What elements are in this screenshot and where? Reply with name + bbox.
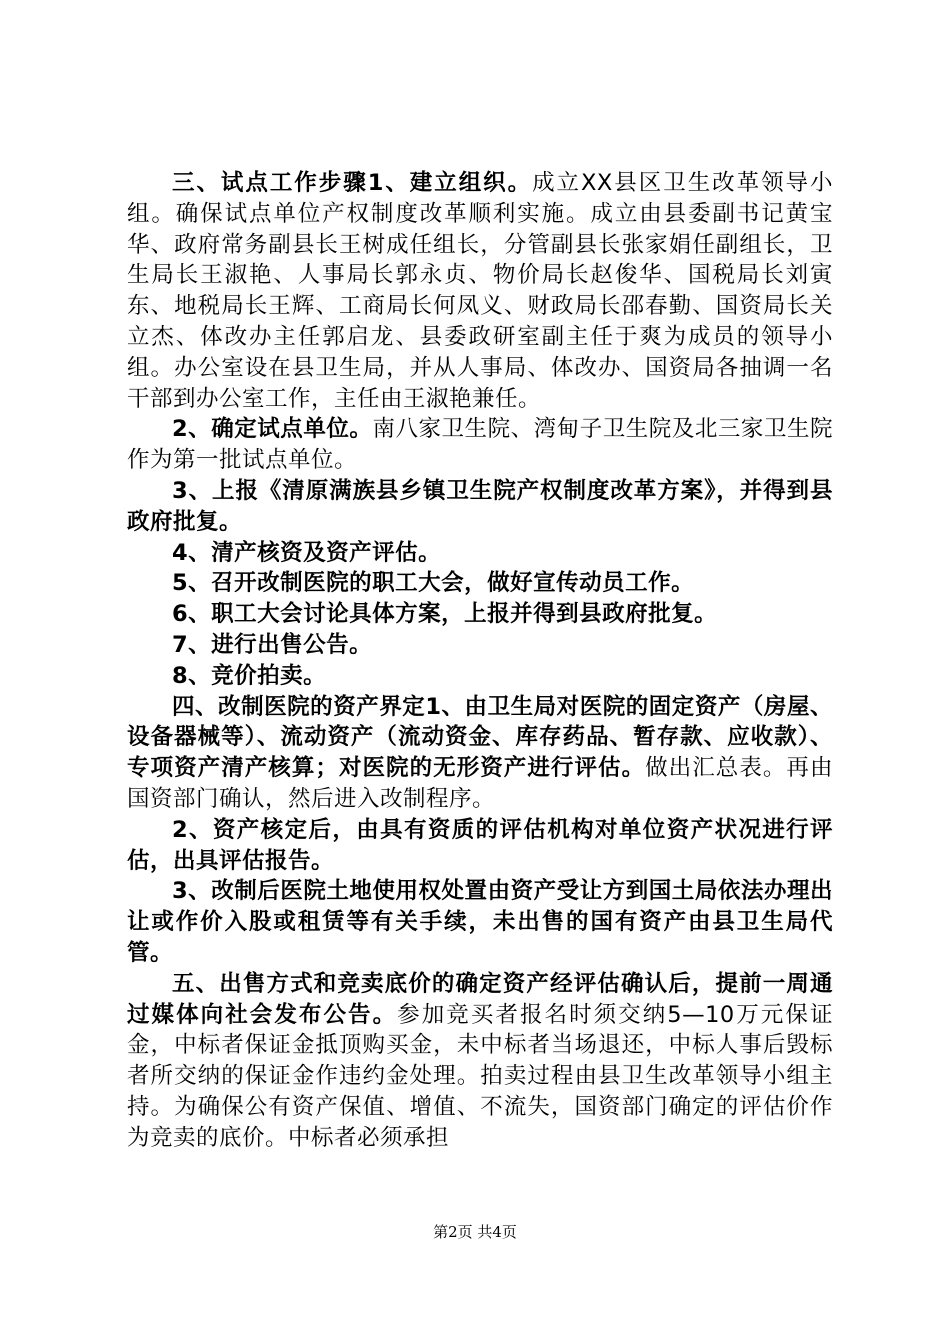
paragraph-lead: 2、资产核定后，由具有资质的评估机构对单位资产状况进行评估，出具评估报告。	[127, 816, 833, 874]
paragraph-lead: 四、改制医院的资产界定1、由卫生局对医院的固定资产（房屋、设备器械等）、流动资产（流动资金、库存药品、暂存款、应收款）、专项资产清产核算；对医院的无形资产进行评估。	[127, 693, 833, 782]
paragraph-text: 参加竞买者报名时须交纳5—10万元保证金，中标者保证金抵顶购买金，未中标者当场退还，中标人事后毁标者所交纳的保证金作违约金处理。拍卖过程由县卫生改革领导小组主持。为确保公有资产保值、增值、不流失，国资部门确定的评估价作为竞卖的底价。中标者必须承担	[127, 1001, 833, 1151]
paragraph-lead: 三、试点工作步骤1、建立组织。	[172, 170, 533, 196]
paragraph	[127, 815, 833, 877]
paragraph-lead: 6、职工大会讨论具体方案，上报并得到县政府批复。	[172, 601, 718, 628]
paragraph-lead: 4、清产核资及资产评估。	[172, 539, 442, 566]
paragraph	[127, 969, 833, 1154]
paragraph	[127, 168, 833, 414]
paragraph-text: 做出汇总表。再由国资部门确认，然后进入改制程序。	[127, 755, 833, 812]
paragraph	[127, 692, 833, 815]
document-body	[127, 168, 833, 1154]
paragraph	[127, 661, 833, 692]
paragraph-lead: 五、出售方式和竞卖底价的确定资产经评估确认后，提前一周通过媒体向社会发布公告。	[127, 970, 833, 1028]
paragraph	[127, 414, 833, 476]
paragraph	[127, 599, 833, 630]
paragraph-text: 南八家卫生院、湾甸子卫生院及北三家卫生院作为第一批试点单位。	[127, 416, 834, 474]
paragraph-lead: 8、竞价拍卖。	[172, 662, 327, 689]
paragraph	[127, 630, 833, 661]
paragraph-lead: 5、召开改制医院的职工大会，做好宣传动员工作。	[172, 570, 695, 597]
paragraph-lead: 3、上报《清原满族县乡镇卫生院产权制度改革方案》，并得到县政府批复。	[127, 477, 833, 535]
paragraph-lead: 2、确定试点单位。	[172, 416, 373, 443]
paragraph	[127, 538, 833, 569]
paragraph-lead: 7、进行出售公告。	[172, 631, 373, 658]
paragraph-text: 成立XX县区卫生改革领导小组。确保试点单位产权制度改革顺利实施。成立由县委副书记黄宝华、政府常务副县长王树成任组长，分管副县长张家娟任副组长，卫生局长王淑艳、人事局长郭永贞、物价局长赵俊华、国税局长刘寅东、地税局长王辉、工商局长何凤义、财政局长邵春勤、国资局长关立杰、体改办主任郭启龙、县委政研室副主任于爽为成员的领导小组。办公室设在县卫生局，并从人事局、体改办、国资局各抽调一名干部到办公室工作，主任由王淑艳兼任。	[127, 170, 834, 412]
paragraph-lead: 3、改制后医院土地使用权处置由资产受让方到国土局依法办理出让或作价入股或租赁等有关手续，未出售的国有资产由县卫生局代管。	[127, 878, 833, 966]
paragraph	[127, 476, 833, 538]
paragraph	[127, 876, 833, 968]
paragraph	[127, 568, 833, 599]
page-number-footer: 第2页 共4页	[433, 1223, 517, 1241]
